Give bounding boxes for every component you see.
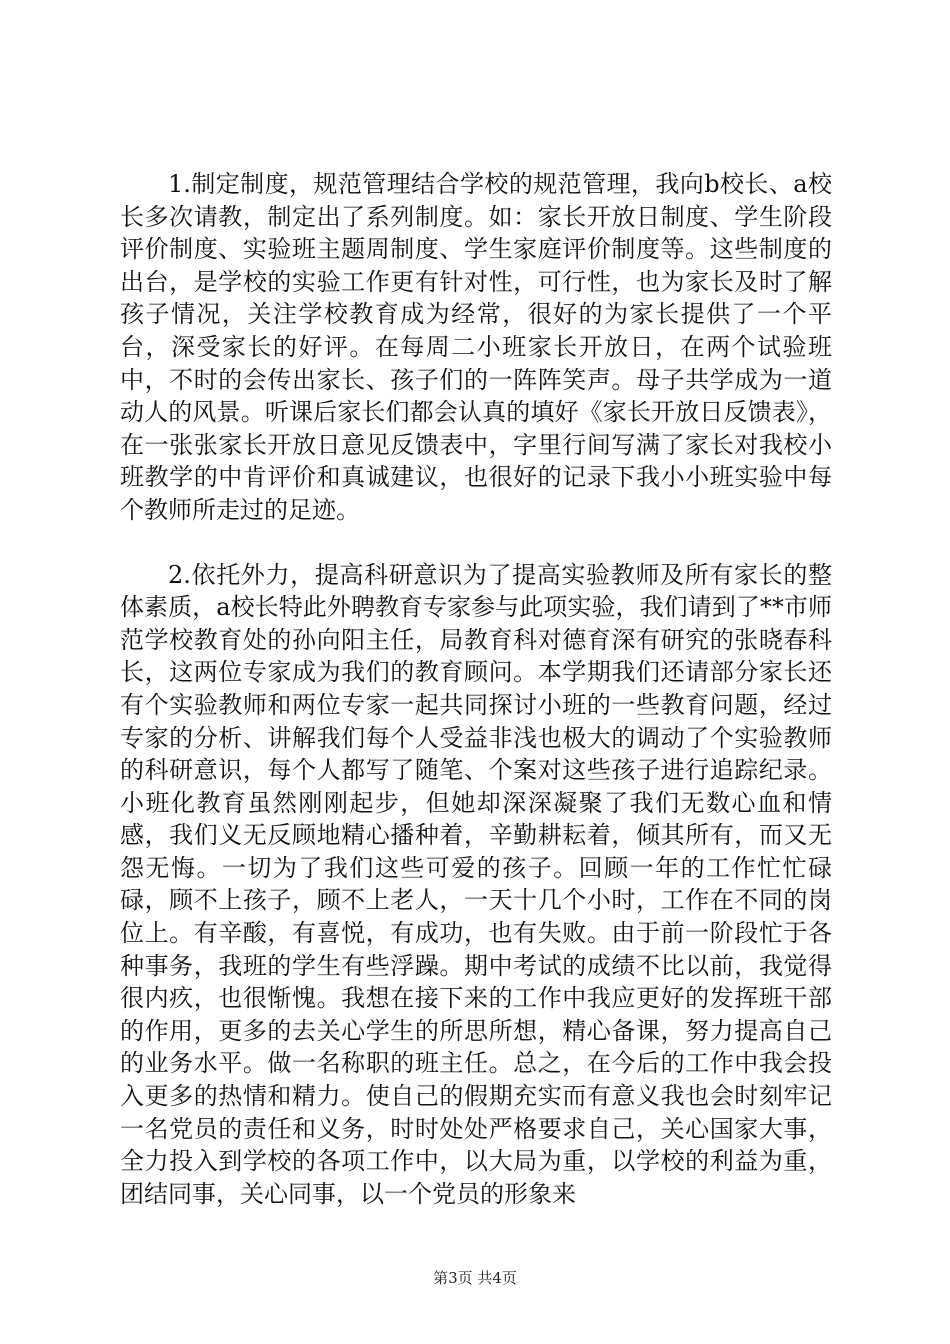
document-body	[120, 168, 832, 1210]
paragraph-2: 2.依托外力，提高科研意识为了提高实验教师及所有家长的整体素质，a校长特此外聘教育专家参与此项实验，我们请到了**市师范学校教育处的孙向阳主任，局教育科对德育深有研究的张晓春科长，这两位专家成为我们的教育顾问。本学期我们还请部分家长还有个实验教师和两位专家一起共同探讨小班的一些教育问题，经过专家的分析、讲解我们每个人受益非浅也极大的调动了个实验教师的科研意识，每个人都写了随笔、个案对这些孩子进行追踪纪录。小班化教育虽然刚刚起步，但她却深深凝聚了我们无数心血和情感，我们义无反顾地精心播种着，辛勤耕耘着，倾其所有，而又无怨无悔。一切为了我们这些可爱的孩子。回顾一年的工作忙忙碌碌，顾不上孩子，顾不上老人，一天十几个小时，工作在不同的岗位上。有辛酸，有喜悦，有成功，也有失败。由于前一阶段忙于各种事务，我班的学生有些浮躁。期中考试的成绩不比以前，我觉得很内疚，也很惭愧。我想在接下来的工作中我应更好的发挥班干部的作用，更多的去关心学生的所思所想，精心备课，努力提高自己的业务水平。做一名称职的班主任。总之，在今后的工作中我会投入更多的热情和精力。使自己的假期充实而有意义我也会时刻牢记一名党员的责任和义务，时时处处严格要求自己，关心国家大事，全力投入到学校的各项工作中，以大局为重，以学校的利益为重，团结同事，关心同事，以一个党员的形象来	[120, 560, 832, 1208]
paragraph-1: 1.制定制度，规范管理结合学校的规范管理，我向b校长、a校长多次请教，制定出了系列制度。如：家长开放日制度、学生阶段评价制度、实验班主题周制度、学生家庭评价制度等。这些制度的出台，是学校的实验工作更有针对性，可行性，也为家长及时了解孩子情况，关注学校教育成为经常，很好的为家长提供了一个平台，深受家长的好评。在每周二小班家长开放日，在两个试验班中，不时的会传出家长、孩子们的一阵阵笑声。母子共学成为一道动人的风景。听课后家长们都会认真的填好《家长开放日反馈表》，在一张张家长开放日意见反馈表中，字里行间写满了家长对我校小班教学的中肯评价和真诚建议，也很好的记录下我小小班实验中每个教师所走过的足迹。	[120, 170, 832, 524]
page-footer: 第3页 共4页	[433, 1269, 517, 1287]
